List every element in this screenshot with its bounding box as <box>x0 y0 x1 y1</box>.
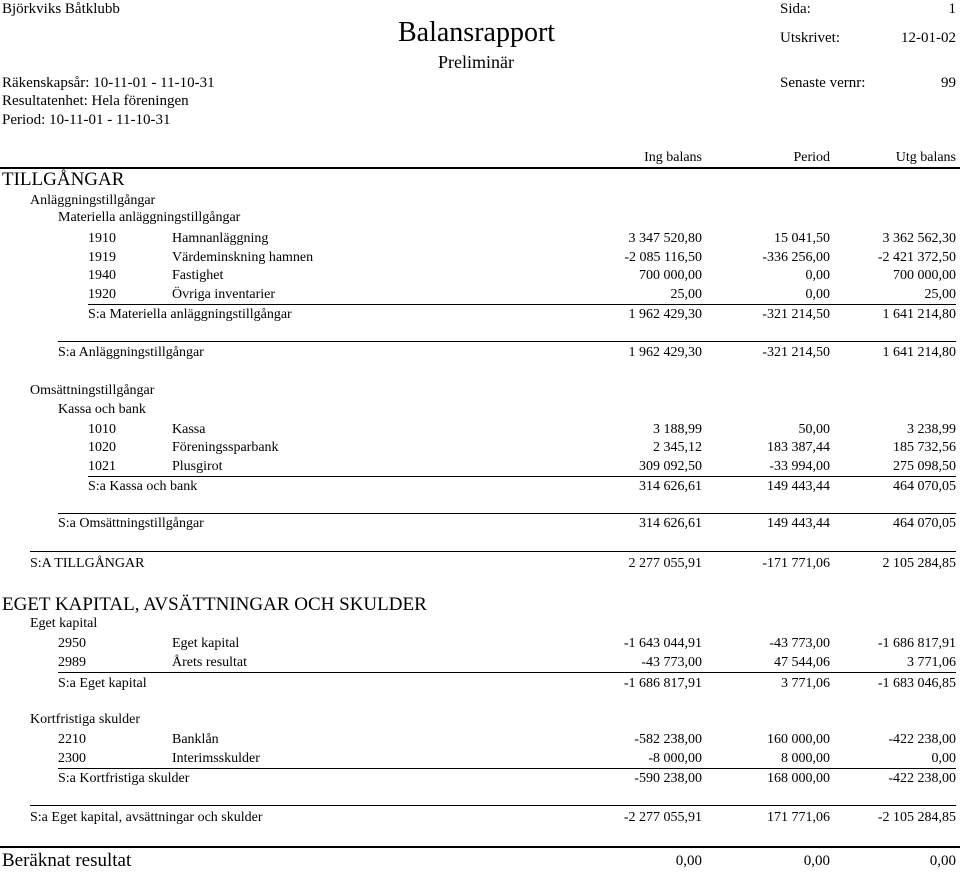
value-ing: 314 626,61 <box>639 516 702 531</box>
account-name: Hamnanläggning <box>172 231 269 246</box>
account-number: 1020 <box>88 440 116 455</box>
value-utg: 275 098,50 <box>893 459 956 474</box>
total-rule <box>30 551 956 552</box>
value-period: -33 994,00 <box>769 459 830 474</box>
account-number: 1021 <box>88 459 116 474</box>
value-period: 0,00 <box>803 853 830 869</box>
value-utg: 700 000,00 <box>893 268 956 283</box>
account-number: 1910 <box>88 231 116 246</box>
sum-label: S:a Eget kapital <box>58 676 147 691</box>
value-period: -43 773,00 <box>769 636 830 651</box>
group-title: Omsättningstillgångar <box>30 383 155 398</box>
period: Period: 10-11-01 - 11-10-31 <box>2 112 171 128</box>
result-rule <box>0 846 960 848</box>
value-utg: -422 238,00 <box>888 771 956 786</box>
latest-voucher-label: Senaste vernr: <box>780 75 866 91</box>
account-name: Plusgirot <box>172 459 223 474</box>
account-name: Föreningssparbank <box>172 440 279 455</box>
sum-label: S:a Materiella anläggningstillgångar <box>88 307 292 322</box>
value-ing: 2 277 055,91 <box>628 556 702 571</box>
value-period: 149 443,44 <box>767 516 830 531</box>
value-period: 149 443,44 <box>767 479 830 494</box>
subgroup-title: Materiella anläggningstillgångar <box>58 210 241 225</box>
column-header-ing: Ing balans <box>644 150 702 165</box>
page-number: 1 <box>948 1 956 17</box>
value-utg: 185 732,56 <box>893 440 956 455</box>
value-period: 3 771,06 <box>781 676 830 691</box>
value-period: -321 214,50 <box>762 345 830 360</box>
group-title: Anläggningstillgångar <box>30 193 156 208</box>
fiscal-year: Räkenskapsår: 10-11-01 - 11-10-31 <box>2 75 215 91</box>
account-name: Fastighet <box>172 268 224 283</box>
value-utg: 3 771,06 <box>907 655 956 670</box>
value-ing: -8 000,00 <box>648 751 702 766</box>
value-utg: 464 070,05 <box>893 516 956 531</box>
value-ing: 3 347 520,80 <box>628 231 702 246</box>
account-name: Banklån <box>172 732 219 747</box>
column-header-period: Period <box>793 150 830 165</box>
value-utg: 0,00 <box>931 751 956 766</box>
value-period: 47 544,06 <box>774 655 830 670</box>
section-title-assets: TILLGÅNGAR <box>2 169 125 190</box>
value-period: 168 000,00 <box>767 771 830 786</box>
total-label: S:A TILLGÅNGAR <box>30 556 145 571</box>
value-utg: 1 641 214,80 <box>882 345 956 360</box>
value-period: 8 000,00 <box>781 751 830 766</box>
value-utg: 0,00 <box>929 853 956 869</box>
value-utg: -2 105 284,85 <box>877 810 956 825</box>
total-label: S:a Eget kapital, avsättningar och skulder <box>30 810 263 825</box>
value-ing: -582 238,00 <box>634 732 702 747</box>
sum-label: S:a Kassa och bank <box>88 479 198 494</box>
value-ing: 700 000,00 <box>639 268 702 283</box>
value-period: 171 771,06 <box>767 810 830 825</box>
value-utg: -1 683 046,85 <box>877 676 956 691</box>
sum-label: S:a Omsättningstillgångar <box>58 516 204 531</box>
value-ing: -2 277 055,91 <box>623 810 702 825</box>
value-utg: 3 362 562,30 <box>882 231 956 246</box>
value-ing: 3 188,99 <box>653 422 702 437</box>
sum-rule <box>58 768 956 769</box>
sum-rule <box>88 304 956 305</box>
value-ing: -1 643 044,91 <box>623 636 702 651</box>
header-rule <box>0 167 960 169</box>
account-name: Kassa <box>172 422 206 437</box>
value-utg: 2 105 284,85 <box>882 556 956 571</box>
sum-label: S:a Kortfristiga skulder <box>58 771 190 786</box>
value-ing: -590 238,00 <box>634 771 702 786</box>
value-ing: 0,00 <box>675 853 702 869</box>
column-header-utg: Utg balans <box>895 150 956 165</box>
sum-label: S:a Anläggningstillgångar <box>58 345 204 360</box>
value-period: 0,00 <box>805 268 830 283</box>
value-utg: 3 238,99 <box>907 422 956 437</box>
group-title: Eget kapital <box>30 616 98 631</box>
printed-date: 12-01-02 <box>901 30 956 46</box>
value-period: 15 041,50 <box>774 231 830 246</box>
organization-name: Björkviks Båtklubb <box>2 1 120 17</box>
latest-voucher-number: 99 <box>941 75 956 91</box>
result-unit: Resultatenhet: Hela föreningen <box>2 93 189 109</box>
value-ing: 1 962 429,30 <box>628 345 702 360</box>
value-ing: -2 085 116,50 <box>624 250 702 265</box>
report-title: Balansrapport <box>398 17 556 48</box>
value-ing: -1 686 817,91 <box>623 676 702 691</box>
value-ing: 2 345,12 <box>653 440 702 455</box>
account-name: Värdeminskning hamnen <box>172 250 314 265</box>
value-period: -171 771,06 <box>762 556 830 571</box>
value-period: 0,00 <box>805 287 830 302</box>
account-name: Övriga inventarier <box>172 287 276 302</box>
value-utg: -1 686 817,91 <box>877 636 956 651</box>
value-ing: 25,00 <box>670 287 702 302</box>
value-period: 50,00 <box>798 422 830 437</box>
group-title: Kortfristiga skulder <box>30 712 141 727</box>
account-number: 1919 <box>88 250 116 265</box>
sum-rule <box>58 672 956 673</box>
value-ing: 1 962 429,30 <box>628 307 702 322</box>
account-number: 2950 <box>58 636 86 651</box>
page-label: Sida: <box>780 1 811 17</box>
account-number: 1010 <box>88 422 116 437</box>
value-utg: -422 238,00 <box>888 732 956 747</box>
value-utg: -2 421 372,50 <box>877 250 956 265</box>
result-label: Beräknat resultat <box>2 850 132 871</box>
total-rule <box>30 805 956 806</box>
account-number: 2210 <box>58 732 86 747</box>
printed-label: Utskrivet: <box>780 30 840 46</box>
value-ing: 314 626,61 <box>639 479 702 494</box>
value-period: 183 387,44 <box>767 440 830 455</box>
account-number: 2300 <box>58 751 86 766</box>
value-utg: 25,00 <box>924 287 956 302</box>
report-subtitle: Preliminär <box>438 52 514 72</box>
account-number: 2989 <box>58 655 86 670</box>
sum-rule <box>58 341 956 342</box>
section-title-liabilities: EGET KAPITAL, AVSÄTTNINGAR OCH SKULDER <box>2 594 427 615</box>
account-name: Årets resultat <box>172 655 248 670</box>
value-utg: 1 641 214,80 <box>882 307 956 322</box>
value-ing: -43 773,00 <box>641 655 702 670</box>
value-period: -336 256,00 <box>762 250 830 265</box>
value-utg: 464 070,05 <box>893 479 956 494</box>
account-name: Interimsskulder <box>172 751 260 766</box>
subgroup-title: Kassa och bank <box>58 402 146 417</box>
sum-rule <box>88 476 956 477</box>
value-period: -321 214,50 <box>762 307 830 322</box>
account-number: 1940 <box>88 268 116 283</box>
account-name: Eget kapital <box>172 636 240 651</box>
sum-rule <box>58 513 956 514</box>
value-ing: 309 092,50 <box>639 459 702 474</box>
account-number: 1920 <box>88 287 116 302</box>
value-period: 160 000,00 <box>767 732 830 747</box>
